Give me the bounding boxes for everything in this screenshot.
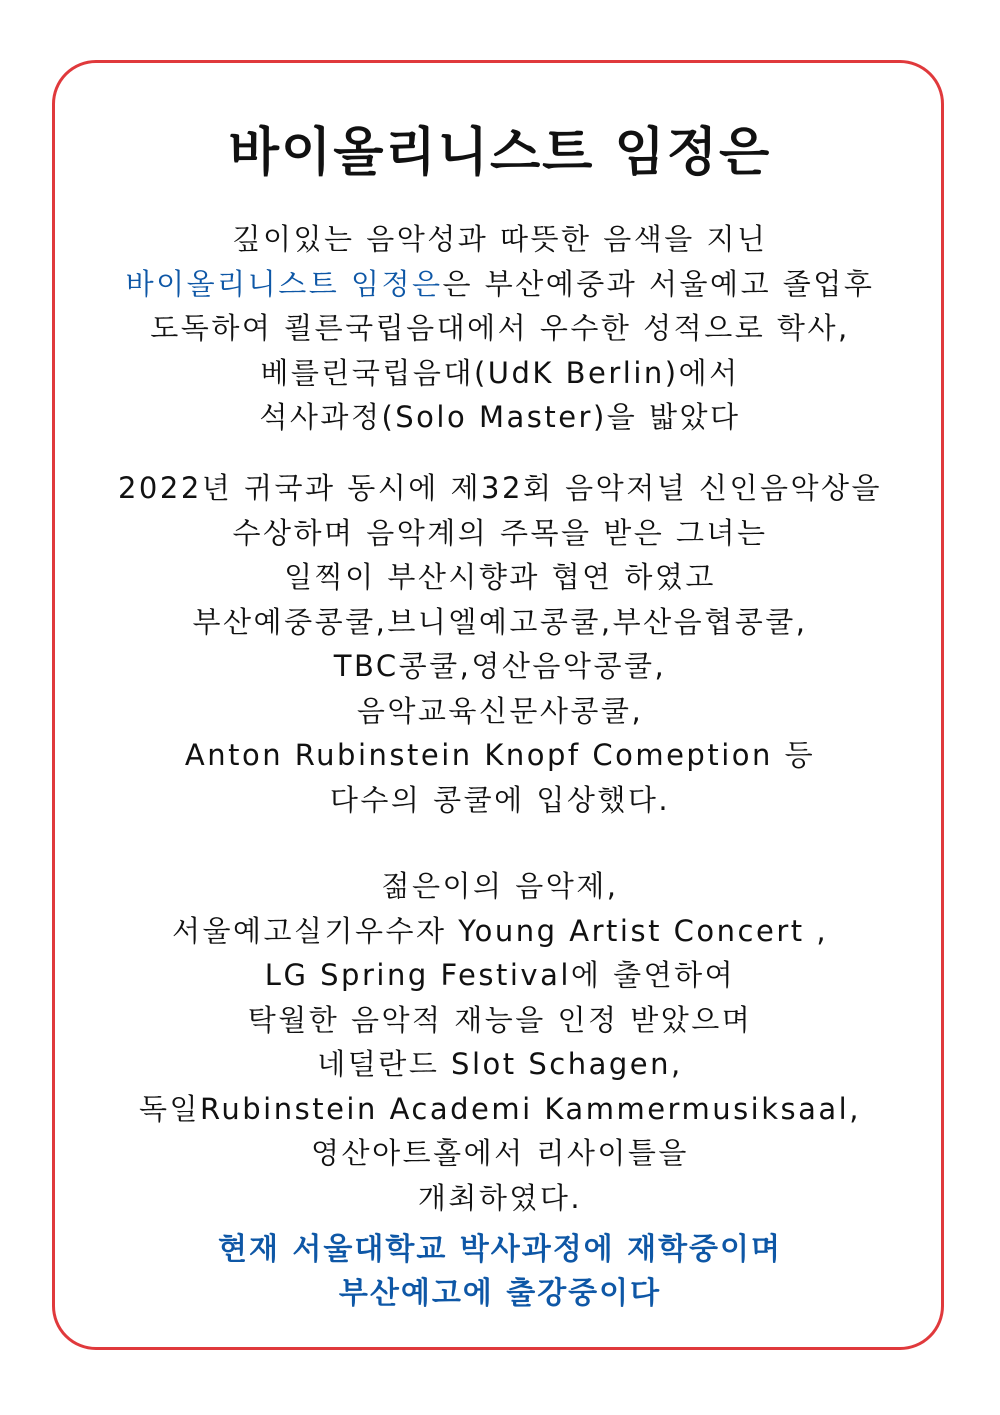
performances-paragraph: [0, 864, 1000, 1220]
artist-name-highlight: 바이올리니스트 임정은: [125, 266, 443, 301]
performances-line: 개최하였다.: [417, 1180, 583, 1215]
intro-line: 깊이있는 음악성과 따뜻한 음색을 지닌: [232, 222, 768, 256]
awards-line: 부산예중콩쿨,브니엘예고콩쿨,부산음협콩쿨,: [192, 604, 808, 639]
current-line: 현재 서울대학교 박사과정에 재학중이며: [218, 1232, 782, 1267]
performances-line: 독일Rubinstein Academi Kammermusiksaal,: [139, 1091, 861, 1126]
performances-line: 영산아트홀에서 리사이틀을: [311, 1136, 689, 1170]
intro-line: 도독하여 쾰른국립음대에서 우수한 성적으로 학사,: [150, 311, 850, 345]
awards-line: TBC콩쿨,영산음악콩쿨,: [333, 649, 667, 683]
performances-line: 젊은이의 음악제,: [381, 869, 619, 903]
performances-line: LG Spring Festival에 출연하여: [264, 958, 736, 992]
current-status-paragraph: [0, 1228, 1000, 1316]
awards-line: 음악교육신문사콩쿨,: [356, 693, 644, 728]
intro-line: [0, 262, 1000, 307]
intro-line: 석사과정(Solo Master)을 밟았다: [259, 400, 741, 434]
awards-line: 일찍이 부산시향과 협연 하였고: [284, 560, 716, 594]
intro-line: 베를린국립음대(UdK Berlin)에서: [260, 355, 740, 390]
performances-line: 서울예고실기우수자 Young Artist Concert ,: [171, 913, 829, 948]
intro-line-rest: 은 부산예중과 서울예고 졸업후: [442, 266, 875, 301]
awards-line: 2022년 귀국과 동시에 제32회 음악저널 신인음악상을: [117, 471, 883, 505]
awards-line: 다수의 콩쿨에 입상했다.: [329, 782, 671, 817]
awards-line: 수상하며 음악계의 주목을 받은 그녀는: [232, 515, 768, 550]
performances-line: 네덜란드 Slot Schagen,: [317, 1047, 683, 1081]
current-line: 부산예고에 출강중이다: [338, 1276, 662, 1311]
performances-line: 탁월한 음악적 재능을 인정 받았으며: [247, 1002, 753, 1037]
awards-line: Anton Rubinstein Knopf Comeption 등: [184, 738, 816, 772]
awards-paragraph: [0, 466, 1000, 822]
intro-paragraph: [0, 217, 1000, 440]
page-title: 바이올리니스트 임정은: [228, 123, 772, 183]
